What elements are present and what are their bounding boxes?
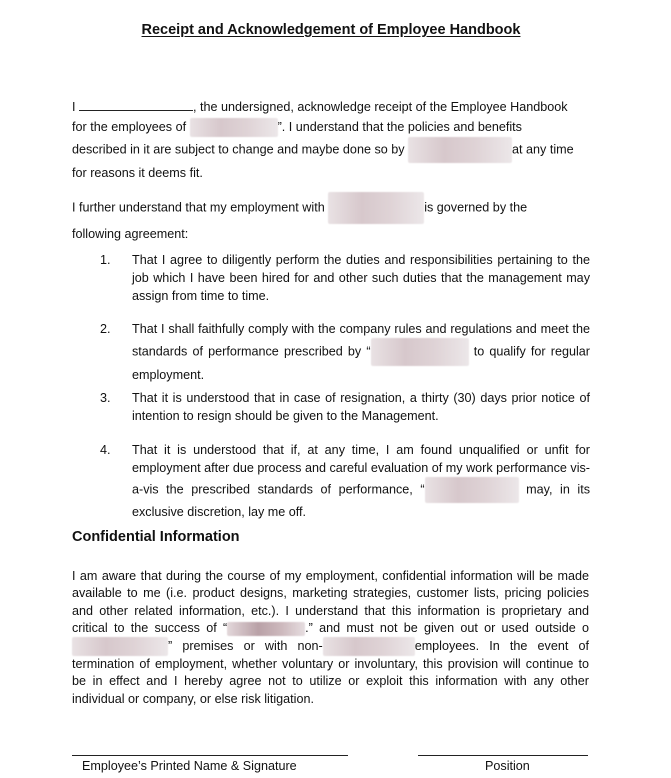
section-heading: Confidential Information (72, 529, 240, 545)
redacted-company-name (227, 622, 305, 636)
document-page: Receipt and Acknowledgement of Employee Handbook I , the undersigned, acknowledge receipt of the Employee Handbook for the employees of ”. I understand that the policies and benefits described in it are subject to change and maybe done so by at any time for reasons it deems fit. I further understand that my employment with is governed by the following agreement: 1. That I agree to diligently perform the duties and responsibilities pertaining to the job which I have been hired for and other such duties that the management may assign from time to time. 2. That I shall faithfully comply with the company rules and regulations and meet the standards of performance prescribed by “ to qualify for regular employment. 3. That it is understood that in case of resignation, a thirty (30) days prior notice of intention to resign should be given to the Management. 4. That it is understood that if, at any time, I am found unqualified or unfit for employment after due process and careful evaluation of my work performance vis-a-vis the prescribed standards of performance, “ may, in its exclusive discretion, lay me off. Confidential Information I am aware that during the course of my employment, confidential information will be made available to me (i.e. product designs, marketing strategies, customer lists, pricing policies and other related information, etc.). I understand that this information is proprietary and critical to the success of “ .” and must not be given out or used outside o” premises or with non- employees. In the event of termination of employment, whether voluntary or involuntary, this provision will continue to be in effect and I hereby agree not to utilize or exploit this information with any other individual or company, or else risk litigation. Employee’s Printed Name & Signature Position (0, 0, 671, 778)
redacted-company-name (190, 118, 278, 137)
redacted-company-name (72, 637, 168, 656)
signature-line[interactable] (72, 755, 348, 756)
document-title: Receipt and Acknowledgement of Employee Handbook (141, 22, 521, 38)
intro-paragraph: I , the undersigned, acknowledge receipt of the Employee Handbook for the employees of ”. I understand that the policies and benefits described in it are subject to change and maybe done so by at any time for reasons it deems fit. (72, 96, 592, 183)
name-blank[interactable] (79, 96, 193, 111)
redacted-company-name (425, 477, 519, 503)
position-label: Position (485, 759, 530, 773)
redacted-company-name (408, 137, 512, 163)
agreement-intro-paragraph: I further understand that my employment with is governed by the following agreement: (72, 192, 592, 244)
redacted-company-name (371, 338, 469, 366)
confidential-paragraph: I am aware that during the course of my employment, confidential information will be made available to me (i.e. product designs, marketing strategies, customer lists, pricing policies and other related information, etc.). I understand that this information is proprietary and critical to the success of “ .” and must not be given out or used outside o” premises or with non- employees. In the event of termination of employment, whether voluntary or involuntary, this provision will continue to be in effect and I hereby agree not to utilize or exploit this information with any other individual or company, or else risk litigation. (72, 569, 590, 706)
redacted-company-name (323, 637, 415, 656)
signature-label: Employee’s Printed Name & Signature (82, 759, 297, 773)
redacted-company-name (328, 192, 424, 224)
position-line[interactable] (418, 755, 588, 756)
